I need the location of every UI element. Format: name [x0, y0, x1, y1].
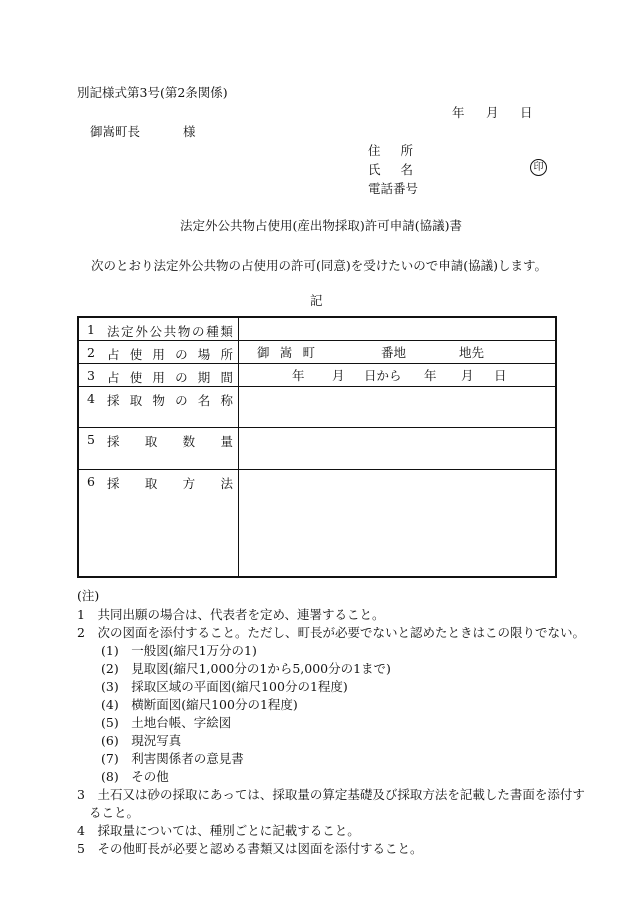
table-row-method: [79, 470, 555, 576]
note-item: 3 土石又は砂の採取にあっては、採取量の算定基礎及び採取方法を記載した書面を添付す: [77, 787, 585, 802]
date-day-label: 日: [520, 105, 533, 120]
row-label: 1 法 定 外 公 共 物 の 種 類: [87, 322, 233, 339]
table-row-place: [79, 341, 555, 364]
phone-label: 電話番号: [368, 181, 419, 196]
note-subitem: (2) 見取図(縮尺1,000分の1から5,000分の1まで): [101, 661, 391, 676]
table-row-type: [79, 318, 555, 341]
row-label: 4 採 取 物 の 名 称: [87, 391, 233, 408]
note-subitem: (3) 採取区域の平面図(縮尺100分の1程度): [101, 679, 348, 694]
note-item: 5 その他町長が必要と認める書類又は図面を添付すること。: [77, 841, 423, 856]
addressee-name: 御嵩町長: [90, 124, 141, 139]
addressee-honorific: 様: [183, 124, 196, 139]
note-subitem: (4) 横断面図(縮尺100分の1程度): [101, 697, 298, 712]
row-label: 3 占 使 用 の 期 間: [87, 368, 233, 385]
table-row-quantity: [79, 428, 555, 470]
ki-heading: 記: [310, 293, 323, 308]
date-year-label: 年: [452, 105, 465, 120]
note-item: 2 次の図面を添付すること。ただし、町長が必要でないと認めたときはこの限りでない。: [77, 625, 585, 640]
address-label: 住 所: [368, 143, 413, 158]
note-subitem: (8) その他: [101, 769, 169, 784]
row-label: 5 採 取 数 量: [87, 432, 233, 449]
place-town: 御 嵩 町: [257, 345, 315, 360]
row-label: 2 占 使 用 の 場 所: [87, 345, 233, 362]
note-item-continued: ること。: [89, 805, 140, 820]
note-subitem: (6) 現況写真: [101, 733, 182, 748]
note-item: 1 共同出願の場合は、代表者を定め、連署すること。: [77, 607, 385, 622]
row-label: 6 採 取 方 法: [87, 474, 233, 491]
application-table: [77, 316, 557, 578]
name-label: 氏 名: [368, 162, 413, 177]
document-title: 法定外公共物占使用(産出物採取)許可申請(協議)書: [180, 218, 463, 233]
place-banchi: 番地: [381, 345, 407, 360]
seal-mark: 印: [530, 159, 547, 176]
notes-heading: (注): [77, 588, 100, 603]
intro-text: 次のとおり法定外公共物の占使用の許可(同意)を受けたいので申請(協議)します。: [91, 258, 548, 273]
place-sakisaki: 地先: [459, 345, 485, 360]
date-month-label: 月: [486, 105, 499, 120]
note-subitem: (7) 利害関係者の意見書: [101, 751, 244, 766]
table-row-period: 3 占 使 用 の 期 間 年 月 日から 年 月 日: [79, 364, 555, 387]
table-row-material: [79, 387, 555, 428]
note-subitem: (5) 土地台帳、字絵図: [101, 715, 232, 730]
note-subitem: (1) 一般図(縮尺1万分の1): [101, 643, 257, 658]
note-item: 4 採取量については、種別ごとに記載すること。: [77, 823, 360, 838]
form-number: 別記様式第3号(第2条関係): [77, 85, 228, 100]
